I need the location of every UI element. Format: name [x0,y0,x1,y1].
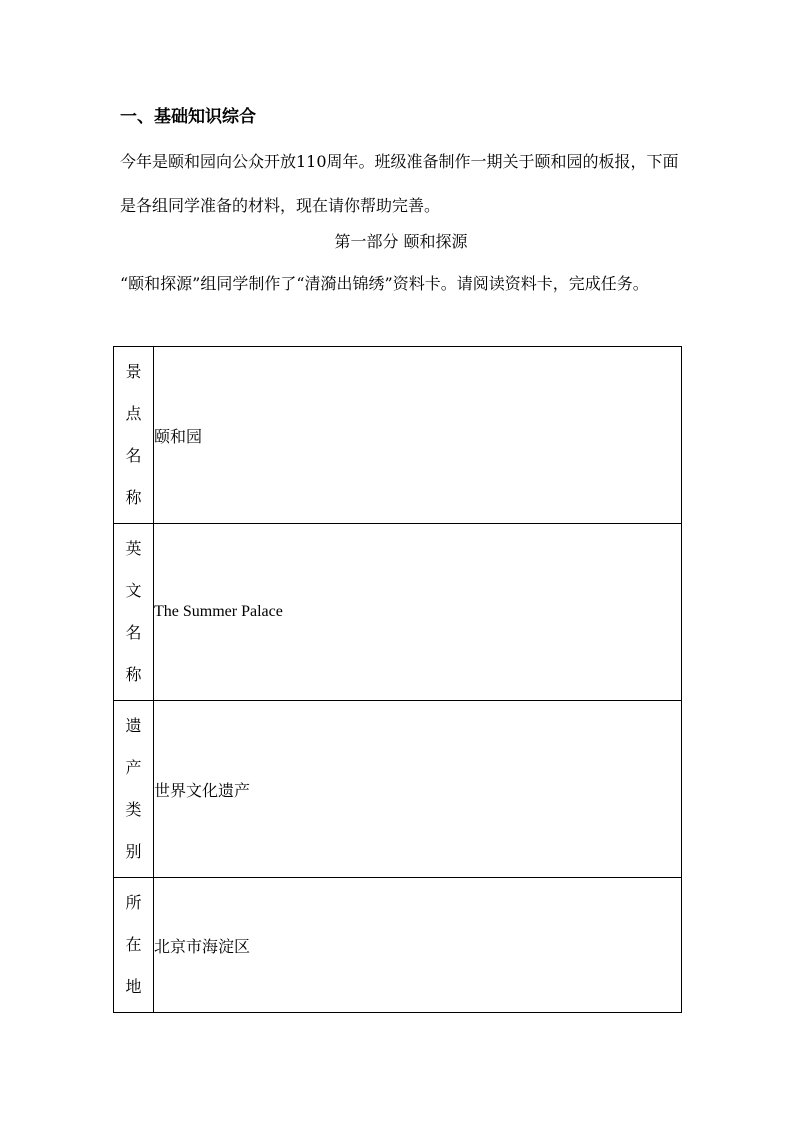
label-char: 景 [125,362,142,381]
row-value: 北京市海淀区 [154,878,682,1013]
label-char: 产 [125,758,142,777]
info-card-row-english-name [114,524,682,701]
label-char: 遗 [125,716,142,735]
section-heading: 一、基础知识综合 [120,107,256,127]
intro-paragraph: 今年是颐和园向公众开放110周年。班级准备制作一期关于颐和园的板报，下面是各组同学准备的材料，现在请你帮助完善。 [120,152,679,215]
label-char: 点 [125,404,142,423]
label-char: 称 [125,488,142,507]
info-card-row-location [114,878,682,1013]
row-label [114,524,154,701]
info-card-row-scenic-name [114,347,682,524]
label-char: 类 [125,800,142,819]
row-label [114,701,154,878]
row-value: The Summer Palace [154,524,682,701]
row-label [114,347,154,524]
label-char: 文 [125,581,142,600]
label-char: 名 [125,446,142,465]
label-char: 别 [125,842,142,861]
part-title: 第一部分 颐和探源 [334,232,468,251]
label-char: 名 [125,623,142,642]
row-value: 世界文化遗产 [154,701,682,878]
part-instruction: “颐和探源”组同学制作了“清漪出锦绣”资料卡。请阅读资料卡，完成任务。 [120,274,649,293]
label-char: 地 [125,977,142,996]
row-label [114,878,154,1013]
info-card-row-heritage-category [114,701,682,878]
row-value: 颐和园 [154,347,682,524]
label-char: 所 [125,893,142,912]
info-card-table [113,346,682,1013]
label-char: 称 [125,665,142,684]
label-char: 英 [125,539,142,558]
label-char: 在 [125,935,142,954]
